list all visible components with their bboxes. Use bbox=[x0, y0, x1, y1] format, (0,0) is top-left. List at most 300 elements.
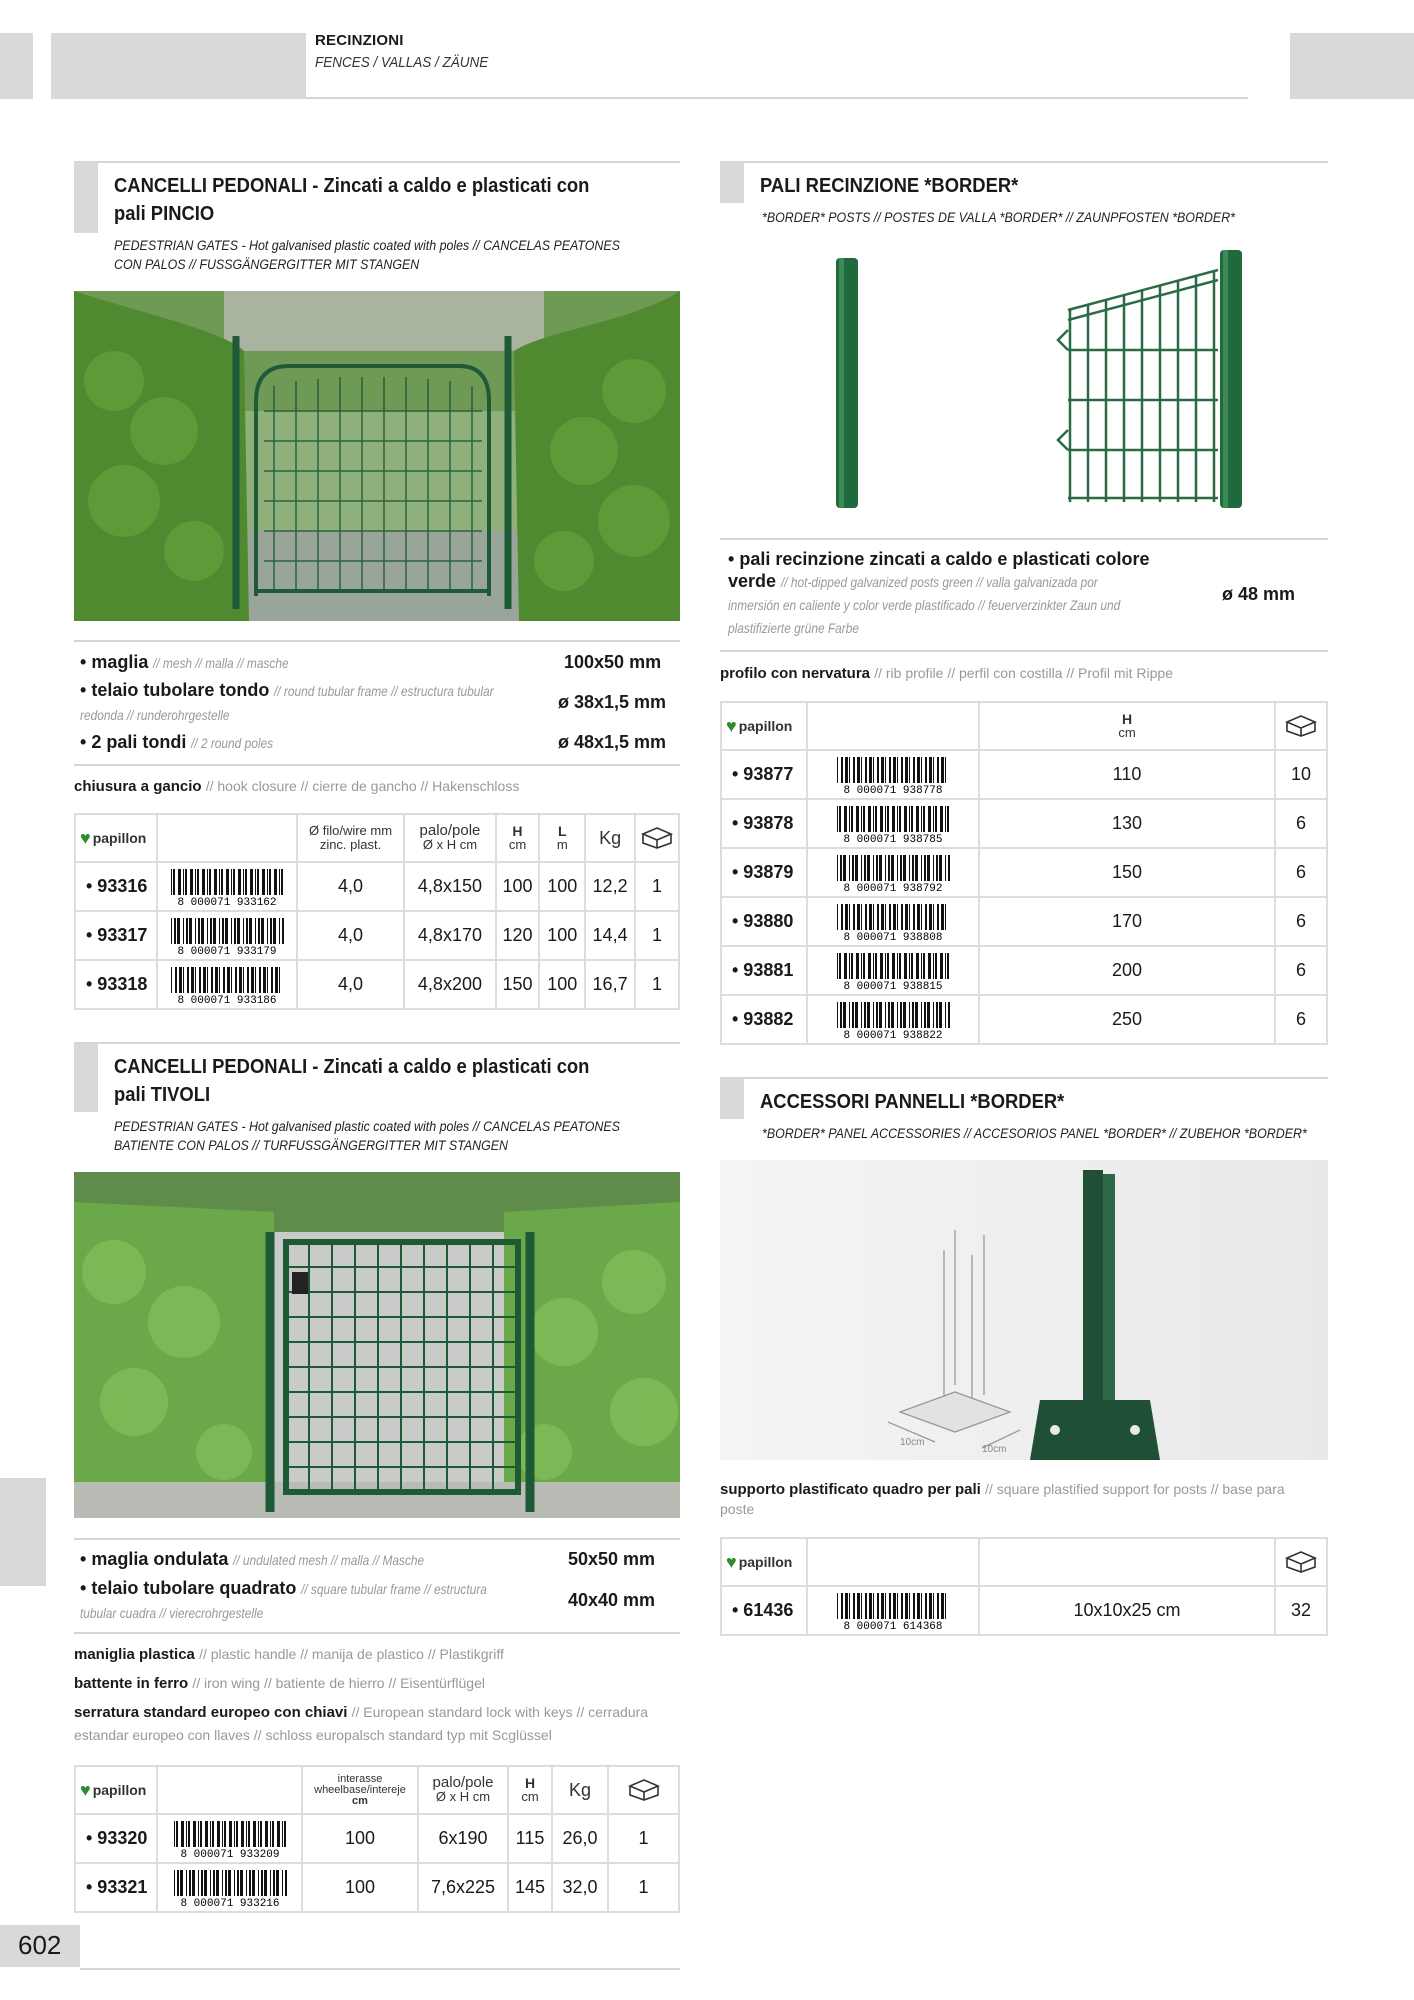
barcode-cell bbox=[807, 799, 979, 848]
pincio-spec-frame bbox=[80, 680, 680, 712]
wire-value: 4,0 bbox=[297, 911, 405, 960]
pole-header bbox=[404, 814, 495, 862]
pole-header-sub: Ø x H cm bbox=[435, 1789, 491, 1804]
product-code: • 93880 bbox=[721, 897, 807, 946]
barcode-bar bbox=[927, 1002, 930, 1028]
barcode-bar bbox=[281, 869, 283, 895]
barcode-icon bbox=[166, 1819, 294, 1859]
barcode-bar bbox=[921, 904, 922, 930]
barcode-bar bbox=[937, 904, 939, 930]
barcode-bar bbox=[921, 953, 922, 979]
pack-value: 1 bbox=[635, 911, 679, 960]
barcode-bar bbox=[183, 967, 184, 993]
pali-spec-line1 bbox=[728, 548, 1328, 570]
ean-text: 8 000071 933162 bbox=[177, 896, 277, 907]
footer-rule bbox=[80, 1968, 680, 1970]
h-header-unit: cm bbox=[508, 837, 527, 852]
brand-cell bbox=[721, 1538, 807, 1586]
barcode-bar bbox=[905, 1593, 908, 1619]
barcode-bar bbox=[192, 1870, 195, 1896]
spec-value: ø 38x1,5 mm bbox=[558, 692, 667, 712]
note-label: chiusura a gancio bbox=[74, 778, 202, 795]
box-icon bbox=[1284, 713, 1318, 737]
barcode-bar bbox=[263, 967, 266, 993]
wheelbase-header-unit: cm bbox=[352, 1794, 368, 1807]
barcode-bar bbox=[889, 757, 891, 783]
barcode-bar bbox=[939, 1002, 942, 1028]
barcode-bar bbox=[939, 855, 942, 881]
barcode-bar bbox=[877, 904, 879, 930]
barcode-bar bbox=[185, 869, 187, 895]
barcode-bar bbox=[885, 806, 886, 832]
barcode-bar bbox=[861, 904, 862, 930]
barcode-bar bbox=[845, 757, 848, 783]
product-code: • 93316 bbox=[75, 862, 157, 911]
barcode-bar bbox=[849, 1593, 850, 1619]
table-row bbox=[721, 799, 1327, 848]
barcode-bar bbox=[873, 904, 874, 930]
barcode-bar bbox=[933, 1593, 934, 1619]
barcode-bar bbox=[945, 757, 946, 783]
barcode-bar bbox=[948, 1002, 950, 1028]
barcode-bar bbox=[851, 953, 853, 979]
l-header-unit: m bbox=[556, 837, 568, 852]
barcode-icon bbox=[829, 1000, 957, 1040]
barcode-bar bbox=[857, 757, 860, 783]
barcode-bar bbox=[933, 806, 934, 832]
tivoli-product-table bbox=[74, 1765, 680, 1913]
tivoli-spec-frame-cont bbox=[80, 1602, 296, 1623]
barcode-bar bbox=[905, 757, 908, 783]
barcode-bar bbox=[251, 967, 254, 993]
h-value: 150 bbox=[979, 848, 1275, 897]
barcode-bar bbox=[849, 855, 850, 881]
barcode-bar bbox=[913, 1593, 915, 1619]
barcode-bar bbox=[195, 869, 196, 895]
pack-value: 6 bbox=[1275, 946, 1327, 995]
pack-value: 1 bbox=[608, 1814, 679, 1863]
wheelbase-header-label: interasse bbox=[337, 1772, 383, 1785]
barcode-icon bbox=[163, 916, 291, 956]
pincio-spec-frame-cont bbox=[80, 704, 256, 725]
spec-value: ø 48x1,5 mm bbox=[558, 732, 667, 752]
barcode-bar bbox=[246, 1870, 247, 1896]
pali-subtitle: *BORDER* POSTS // POSTES DE VALLA *BORDER* // ZAUNPFOSTEN *BORDER* bbox=[762, 210, 1235, 225]
barcode-bar bbox=[901, 904, 903, 930]
kg-value: 12,2 bbox=[585, 862, 635, 911]
barcode-bar bbox=[876, 1002, 878, 1028]
barcode-bar bbox=[897, 806, 898, 832]
barcode-bar bbox=[240, 1870, 243, 1896]
ean-text: 8 000071 933209 bbox=[179, 1848, 280, 1859]
barcode-bar bbox=[849, 757, 850, 783]
header-subtitle: FENCES / VALLAS / ZÄUNE bbox=[315, 54, 489, 71]
accessori-section-bar bbox=[720, 1079, 744, 1119]
barcode-bar bbox=[186, 1870, 187, 1896]
note-translation: // European standard lock with keys // cerradura bbox=[351, 1704, 649, 1720]
barcode-bar bbox=[868, 953, 871, 979]
barcode-bar bbox=[945, 855, 946, 881]
table-row bbox=[75, 862, 679, 911]
barcode-bar bbox=[193, 1821, 196, 1847]
bullet: • bbox=[80, 1549, 87, 1569]
barcode-bar bbox=[201, 918, 204, 944]
product-code: • 93882 bbox=[721, 995, 807, 1044]
barcode-bar bbox=[229, 1821, 232, 1847]
h-header-label: H bbox=[524, 1775, 536, 1791]
h-header bbox=[979, 702, 1275, 750]
barcode-bar bbox=[187, 967, 189, 993]
barcode-bar bbox=[186, 1821, 187, 1847]
wheelbase-header-sub: wheelbase/intereje bbox=[314, 1783, 406, 1796]
barcode-bar bbox=[929, 904, 932, 930]
barcode-bar bbox=[246, 918, 248, 944]
barcode-bar bbox=[175, 967, 177, 993]
wire-header bbox=[297, 814, 405, 862]
barcode-bar bbox=[861, 1002, 862, 1028]
tivoli-title bbox=[114, 1053, 684, 1109]
barcode-cell bbox=[157, 862, 297, 911]
barcode-bar bbox=[912, 855, 914, 881]
barcode-bar bbox=[253, 1821, 256, 1847]
papillon-logo-icon: ♥ bbox=[726, 716, 737, 736]
pali-spec-line4 bbox=[728, 616, 1328, 639]
note-translation: // iron wing // batiente de hierro // Eisentürflügel bbox=[192, 1675, 485, 1691]
barcode-bar bbox=[928, 953, 931, 979]
tivoli-note-wing bbox=[74, 1675, 485, 1692]
barcode-bar bbox=[258, 918, 260, 944]
barcode-bar bbox=[273, 1870, 275, 1896]
barcode-cell bbox=[807, 995, 979, 1044]
barcode-icon bbox=[829, 804, 957, 844]
barcode-bar bbox=[260, 1821, 262, 1847]
pali-title: PALI RECINZIONE *BORDER* bbox=[760, 175, 1019, 197]
spec-label: maglia ondulata bbox=[91, 1549, 229, 1569]
barcode-bar bbox=[179, 967, 182, 993]
table-row bbox=[75, 911, 679, 960]
barcode-cell bbox=[157, 1863, 302, 1912]
barcode-bar bbox=[210, 1870, 211, 1896]
pincio-spec-mesh bbox=[80, 652, 680, 673]
barcode-bar bbox=[267, 869, 268, 895]
barcode-bar bbox=[255, 967, 256, 993]
barcode-bar bbox=[911, 953, 913, 979]
pali-spec-rule bbox=[720, 538, 1328, 540]
barcode-bar bbox=[891, 1002, 894, 1028]
pincio-product-table bbox=[74, 813, 680, 1010]
pali-note bbox=[720, 665, 1173, 682]
barcode-bar bbox=[270, 1821, 271, 1847]
wire-header-label: Ø filo/wire mm bbox=[308, 823, 393, 838]
barcode-bar bbox=[909, 757, 910, 783]
barcode-bar bbox=[929, 1593, 932, 1619]
barcode-bar bbox=[841, 904, 843, 930]
tivoli-top-rule bbox=[74, 1042, 680, 1044]
spec-translation: // round tubular frame // estructura tubular bbox=[274, 683, 494, 699]
note-translation-cont: estandar europeo con llaves // schloss europalsch standard typ mit Scglüssel bbox=[74, 1727, 552, 1743]
page-number: 602 bbox=[18, 1930, 62, 1960]
tivoli-note-lock bbox=[74, 1704, 648, 1721]
table-row bbox=[721, 995, 1327, 1044]
barcode-bar bbox=[873, 855, 874, 881]
barcode-bar bbox=[271, 967, 273, 993]
barcode-bar bbox=[282, 1870, 283, 1896]
barcode-bar bbox=[239, 967, 242, 993]
barcode-bar bbox=[924, 855, 926, 881]
barcode-bar bbox=[947, 953, 949, 979]
brand-cell bbox=[75, 1766, 157, 1814]
barcode-bar bbox=[945, 1002, 946, 1028]
pincio-title-line2: pali PINCIO bbox=[114, 203, 215, 225]
accessori-note-cont bbox=[720, 1501, 754, 1518]
barcode-bar bbox=[255, 869, 256, 895]
barcode-bar bbox=[265, 1821, 268, 1847]
barcode-bar bbox=[236, 1821, 238, 1847]
barcode-bar bbox=[843, 855, 846, 881]
note-translation: // plastic handle // manija de plastico // Plastikgriff bbox=[199, 1646, 504, 1662]
barcode-bar bbox=[199, 967, 201, 993]
spec-label: telaio tubolare quadrato bbox=[91, 1578, 297, 1598]
pali-spec-bottom-rule bbox=[720, 650, 1328, 652]
barcode-bar bbox=[921, 1002, 922, 1028]
ean-text: 8 000071 938808 bbox=[843, 931, 943, 942]
table-header-row bbox=[721, 1538, 1327, 1586]
barcode-bar bbox=[865, 1593, 867, 1619]
brand-name: papillon bbox=[738, 718, 793, 734]
barcode-bar bbox=[885, 953, 886, 979]
barcode-bar bbox=[885, 1002, 886, 1028]
barcode-icon bbox=[163, 867, 291, 907]
side-tab bbox=[0, 1478, 46, 1586]
barcode-bar bbox=[183, 918, 184, 944]
wire-value: 4,0 bbox=[297, 960, 405, 1009]
barcode-bar bbox=[277, 1821, 280, 1847]
barcode-bar bbox=[853, 904, 855, 930]
barcode-bar bbox=[901, 1593, 903, 1619]
brand-cell bbox=[721, 702, 807, 750]
pole-value: 4,8x170 bbox=[404, 911, 495, 960]
brand-name: papillon bbox=[738, 1554, 793, 1570]
product-code: • 93879 bbox=[721, 848, 807, 897]
barcode-bar bbox=[269, 869, 271, 895]
pincio-subtitle bbox=[114, 236, 684, 274]
barcode-bar bbox=[903, 1002, 906, 1028]
accessori-product-table bbox=[720, 1537, 1328, 1636]
barcode-bar bbox=[849, 1002, 850, 1028]
h-value: 150 bbox=[496, 960, 540, 1009]
barcode-bar bbox=[219, 967, 220, 993]
barcode-bar bbox=[837, 904, 838, 930]
kg-header: Kg bbox=[552, 1766, 608, 1814]
brand-cell bbox=[75, 814, 157, 862]
barcode-bar bbox=[852, 1002, 854, 1028]
spec-translation: // 2 round poles bbox=[191, 735, 274, 751]
barcode-bar bbox=[219, 918, 220, 944]
barcode-bar bbox=[845, 904, 848, 930]
h-value: 250 bbox=[979, 995, 1275, 1044]
barcode-bar bbox=[840, 1002, 842, 1028]
barcode-bar bbox=[223, 967, 225, 993]
kg-value: 32,0 bbox=[552, 1863, 608, 1912]
barcode-bar bbox=[207, 918, 208, 944]
kg-value: 26,0 bbox=[552, 1814, 608, 1863]
spec-value: 50x50 mm bbox=[568, 1549, 656, 1569]
pack-header bbox=[635, 814, 679, 862]
barcode-bar bbox=[861, 757, 862, 783]
barcode-bar bbox=[856, 806, 859, 832]
spec-label: pali recinzione zincati a caldo e plasticati colore bbox=[739, 549, 1150, 569]
barcode-cell bbox=[807, 897, 979, 946]
barcode-bar bbox=[897, 904, 898, 930]
right-header-tab bbox=[1290, 33, 1414, 99]
h-header-unit: cm bbox=[1118, 725, 1136, 740]
barcode-bar bbox=[264, 1870, 267, 1896]
barcode-bar bbox=[262, 869, 265, 895]
barcode-bar bbox=[282, 918, 284, 944]
barcode-bar bbox=[865, 904, 867, 930]
barcode-bar bbox=[881, 757, 884, 783]
spec-value: 100x50 mm bbox=[564, 652, 662, 672]
barcode-bar bbox=[936, 855, 938, 881]
pack-value: 6 bbox=[1275, 848, 1327, 897]
l-value: 100 bbox=[539, 911, 585, 960]
barcode-bar bbox=[224, 1821, 226, 1847]
tivoli-note-handle bbox=[74, 1646, 504, 1663]
barcode-bar bbox=[868, 806, 871, 832]
product-code: • 93321 bbox=[75, 1863, 157, 1912]
bullet: • bbox=[80, 732, 87, 752]
pole-header-label: palo/pole bbox=[419, 822, 481, 839]
product-code: • 93878 bbox=[721, 799, 807, 848]
barcode-bar bbox=[276, 1870, 279, 1896]
barcode-bar bbox=[921, 855, 922, 881]
h-value: 200 bbox=[979, 946, 1275, 995]
product-code: • 93317 bbox=[75, 911, 157, 960]
pali-spec-value: ø 48 mm bbox=[1222, 584, 1296, 604]
barcode-bar bbox=[857, 1593, 860, 1619]
barcode-cell bbox=[807, 1586, 979, 1635]
left-header-tab bbox=[0, 33, 33, 99]
barcode-bar bbox=[925, 757, 927, 783]
barcode-cell bbox=[807, 750, 979, 799]
barcode-bar bbox=[237, 918, 240, 944]
papillon-logo-icon: ♥ bbox=[726, 1552, 737, 1572]
barcode-bar bbox=[881, 1593, 884, 1619]
barcode-bar bbox=[888, 855, 890, 881]
barcode-bar bbox=[267, 967, 268, 993]
pali-product-table bbox=[720, 701, 1328, 1045]
barcode-bar bbox=[945, 806, 946, 832]
table-row bbox=[721, 946, 1327, 995]
barcode-bar bbox=[899, 806, 901, 832]
ean-text: 8 000071 938792 bbox=[843, 882, 943, 893]
box-icon bbox=[627, 1777, 661, 1801]
note-translation: // hook closure // cierre de gancho // Hakenschloss bbox=[205, 778, 520, 794]
pack-value: 1 bbox=[635, 862, 679, 911]
barcode-bar bbox=[837, 1002, 838, 1028]
barcode-bar bbox=[198, 918, 200, 944]
barcode-bar bbox=[173, 869, 175, 895]
h-header bbox=[508, 1766, 552, 1814]
barcode-icon bbox=[829, 902, 957, 942]
ean-text: 8 000071 938785 bbox=[843, 833, 943, 844]
barcode-bar bbox=[889, 904, 891, 930]
note-translation-cont: poste bbox=[720, 1501, 755, 1517]
pole-header-label: palo/pole bbox=[432, 1774, 494, 1791]
barcode-header bbox=[807, 1538, 979, 1586]
barcode-bar bbox=[252, 1870, 255, 1896]
barcode-bar bbox=[869, 1593, 872, 1619]
table-header-row bbox=[75, 814, 679, 862]
barcode-icon bbox=[166, 1868, 294, 1908]
barcode-bar bbox=[250, 869, 253, 895]
barcode-bar bbox=[863, 953, 865, 979]
barcode-bar bbox=[876, 855, 878, 881]
pack-value: 6 bbox=[1275, 799, 1327, 848]
barcode-bar bbox=[915, 1002, 918, 1028]
spec-label: telaio tubolare tondo bbox=[91, 680, 270, 700]
barcode-bar bbox=[204, 1870, 207, 1896]
barcode-bar bbox=[228, 1870, 231, 1896]
barcode-bar bbox=[837, 855, 838, 881]
spec-translation: // undulated mesh // malla // Masche bbox=[233, 1552, 425, 1568]
header-bar bbox=[51, 33, 306, 99]
barcode-bar bbox=[227, 967, 230, 993]
product-code: • 93881 bbox=[721, 946, 807, 995]
barcode-bar bbox=[885, 855, 886, 881]
barcode-bar bbox=[837, 1593, 838, 1619]
barcode-bar bbox=[267, 918, 268, 944]
barcode-bar bbox=[231, 869, 232, 895]
barcode-bar bbox=[925, 904, 927, 930]
barcode-bar bbox=[864, 1002, 866, 1028]
barcode-bar bbox=[909, 953, 910, 979]
h-value: 110 bbox=[979, 750, 1275, 799]
barcode-bar bbox=[275, 967, 278, 993]
barcode-bar bbox=[249, 1870, 251, 1896]
barcode-bar bbox=[174, 1821, 175, 1847]
header-rule bbox=[306, 97, 1248, 99]
barcode-bar bbox=[234, 1821, 235, 1847]
barcode-bar bbox=[940, 806, 943, 832]
spec-translation: // square tubular frame // estructura bbox=[301, 1581, 488, 1597]
barcode-icon bbox=[163, 965, 291, 1005]
table-header-row bbox=[721, 702, 1327, 750]
pincio-note bbox=[74, 778, 519, 795]
barcode-bar bbox=[234, 918, 236, 944]
barcode-bar bbox=[924, 1002, 926, 1028]
barcode-bar bbox=[881, 904, 884, 930]
barcode-bar bbox=[901, 757, 903, 783]
note-label: profilo con nervatura bbox=[720, 665, 871, 682]
barcode-bar bbox=[257, 869, 259, 895]
barcode-cell bbox=[157, 911, 297, 960]
barcode-bar bbox=[948, 855, 950, 881]
barcode-cell bbox=[807, 848, 979, 897]
barcode-cell bbox=[807, 946, 979, 995]
size-value: 10x10x25 cm bbox=[979, 1586, 1275, 1635]
barcode-bar bbox=[853, 1593, 855, 1619]
barcode-bar bbox=[243, 869, 244, 895]
wire-header-sub: zinc. plast. bbox=[319, 837, 382, 852]
pole-value: 6x190 bbox=[418, 1814, 508, 1863]
ean-text: 8 000071 933179 bbox=[177, 945, 277, 956]
spec-label: maglia bbox=[91, 652, 149, 672]
barcode-bar bbox=[909, 904, 910, 930]
barcode-bar bbox=[945, 953, 946, 979]
barcode-bar bbox=[887, 953, 889, 979]
barcode-bar bbox=[202, 869, 205, 895]
